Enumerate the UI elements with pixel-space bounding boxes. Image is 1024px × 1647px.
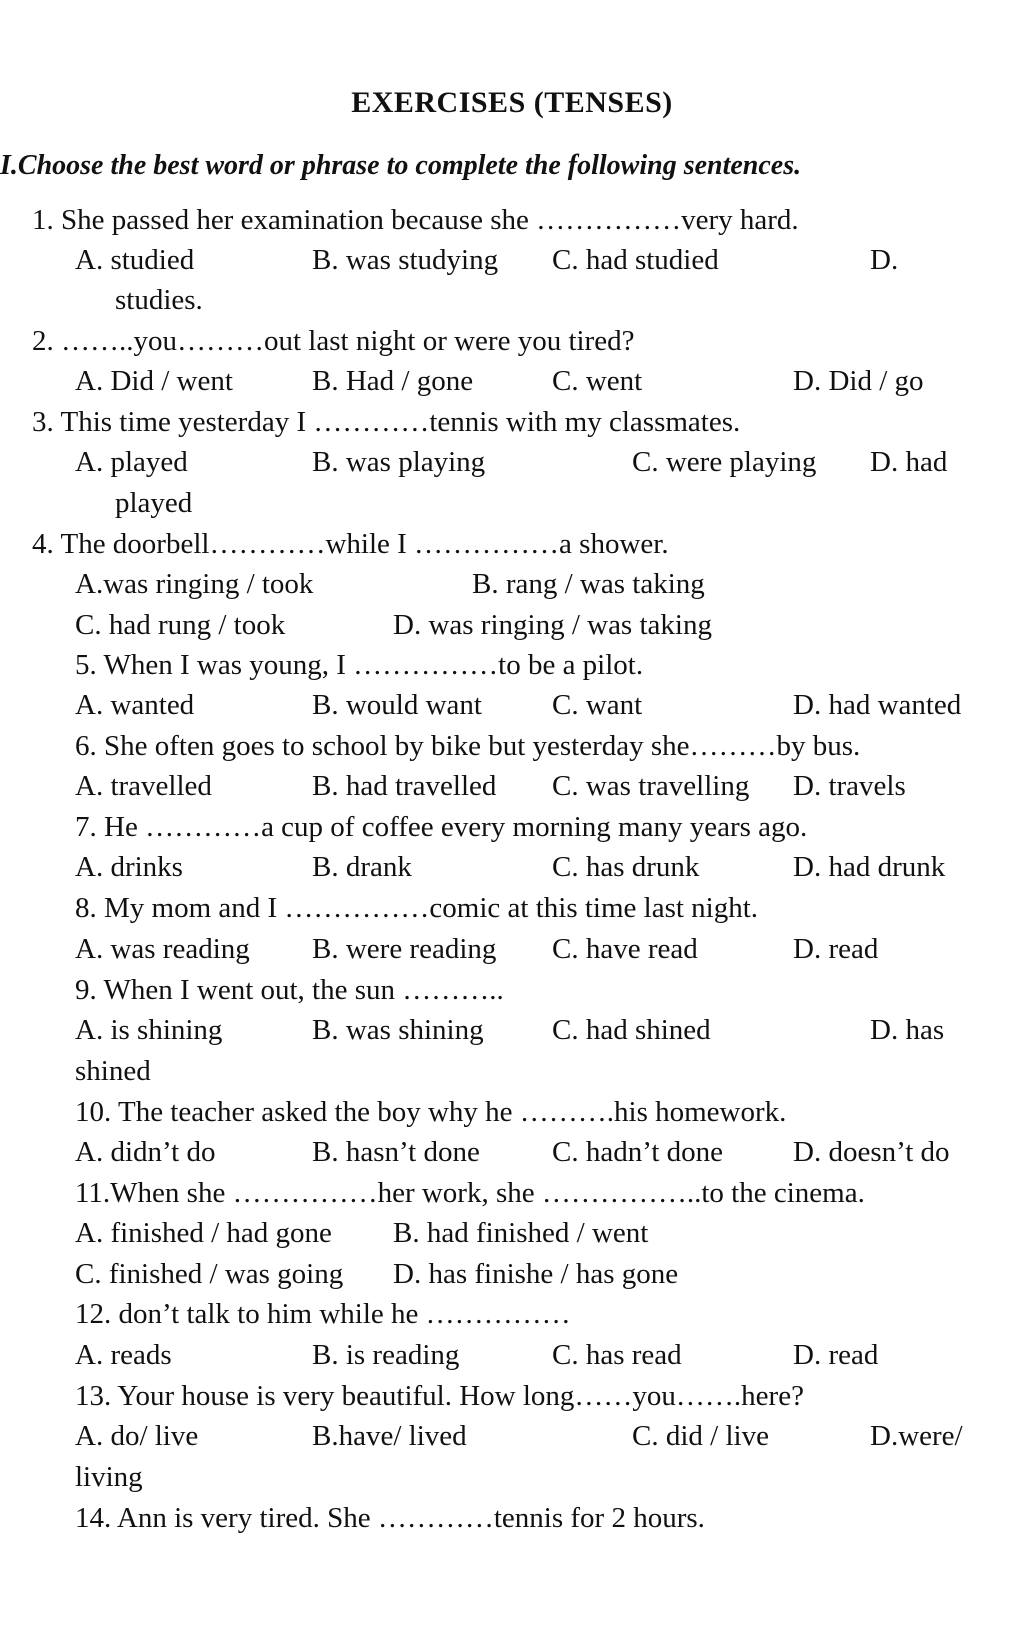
question-5-stem: 5. When I was young, I ……………to be a pilot. (75, 649, 644, 681)
q6-option-c: C. was travelling (552, 770, 750, 802)
q9-option-d: D. has (870, 1014, 945, 1046)
q5-option-a: A. wanted (75, 689, 195, 721)
q5-option-c: C. want (552, 689, 643, 721)
q4-option-a: A.was ringing / took (75, 568, 314, 600)
question-7-stem: 7. He …………a cup of coffee every morning many years ago. (75, 811, 808, 843)
q9-option-b: B. was shining (312, 1014, 484, 1046)
question-4-stem: 4. The doorbell…………while I ……………a shower. (32, 528, 669, 560)
q9-option-c: C. had shined (552, 1014, 711, 1046)
q13-option-a: A. do/ live (75, 1420, 199, 1452)
q4-option-d: D. was ringing / was taking (393, 609, 712, 641)
q12-option-b: B. is reading (312, 1339, 460, 1371)
q5-option-b: B. would want (312, 689, 482, 721)
q2-option-a: A. Did / went (75, 365, 233, 397)
q2-option-b: B. Had / gone (312, 365, 474, 397)
q6-option-a: A. travelled (75, 770, 212, 802)
question-12-stem: 12. don’t talk to him while he …………… (75, 1298, 571, 1330)
question-2-stem: 2. ……..you………out last night or were you tired? (32, 325, 635, 357)
q5-option-d: D. had wanted (793, 689, 962, 721)
q9-option-d-wrap: shined (75, 1055, 151, 1087)
q12-option-a: A. reads (75, 1339, 172, 1371)
q2-option-d: D. Did / go (793, 365, 924, 397)
q3-option-b: B. was playing (312, 446, 486, 478)
question-9-stem: 9. When I went out, the sun ……….. (75, 974, 504, 1006)
question-11-stem: 11.When she ……………her work, she ……………..to the cinema. (75, 1177, 865, 1209)
q9-option-a: A. is shining (75, 1014, 223, 1046)
q1-option-a: A. studied (75, 244, 195, 276)
q13-option-d-wrap: living (75, 1461, 143, 1493)
q10-option-b: B. hasn’t done (312, 1136, 480, 1168)
q13-option-d: D.were/ (870, 1420, 963, 1452)
q10-option-c: C. hadn’t done (552, 1136, 724, 1168)
q3-option-c: C. were playing (632, 446, 817, 478)
question-1-stem: 1. She passed her examination because she ……………very hard. (32, 204, 799, 236)
q8-option-b: B. were reading (312, 933, 497, 965)
question-3-stem: 3. This time yesterday I …………tennis with my classmates. (32, 406, 741, 438)
q12-option-d: D. read (793, 1339, 879, 1371)
q8-option-c: C. have read (552, 933, 698, 965)
q3-option-d-wrap: played (115, 487, 193, 519)
question-8-stem: 8. My mom and I ……………comic at this time last night. (75, 892, 759, 924)
q6-option-d: D. travels (793, 770, 906, 802)
q3-option-d: D. had (870, 446, 948, 478)
q1-option-d-wrap: studies. (115, 284, 203, 316)
q1-option-d: D. (870, 244, 899, 276)
q11-option-c: C. finished / was going (75, 1258, 344, 1290)
q11-option-d: D. has finishe / has gone (393, 1258, 679, 1290)
q7-option-b: B. drank (312, 851, 412, 883)
q13-option-b: B.have/ lived (312, 1420, 467, 1452)
q8-option-d: D. read (793, 933, 879, 965)
instruction: I.Choose the best word or phrase to complete the following sentences. (0, 150, 802, 181)
q4-option-b: B. rang / was taking (472, 568, 705, 600)
q3-option-a: A. played (75, 446, 188, 478)
q10-option-a: A. didn’t do (75, 1136, 216, 1168)
q2-option-c: C. went (552, 365, 643, 397)
q13-option-c: C. did / live (632, 1420, 769, 1452)
q11-option-a: A. finished / had gone (75, 1217, 332, 1249)
page-title: EXERCISES (TENSES) (351, 86, 673, 119)
q1-option-c: C. had studied (552, 244, 719, 276)
q8-option-a: A. was reading (75, 933, 250, 965)
q7-option-a: A. drinks (75, 851, 183, 883)
question-13-stem: 13. Your house is very beautiful. How long……you…….here? (75, 1380, 804, 1412)
q1-option-b: B. was studying (312, 244, 499, 276)
q7-option-d: D. had drunk (793, 851, 946, 883)
q11-option-b: B. had finished / went (393, 1217, 649, 1249)
q7-option-c: C. has drunk (552, 851, 700, 883)
q4-option-c: C. had rung / took (75, 609, 286, 641)
q12-option-c: C. has read (552, 1339, 682, 1371)
q6-option-b: B. had travelled (312, 770, 497, 802)
question-10-stem: 10. The teacher asked the boy why he ……….his homework. (75, 1096, 787, 1128)
question-14-stem: 14. Ann is very tired. She …………tennis for 2 hours. (75, 1502, 705, 1534)
q10-option-d: D. doesn’t do (793, 1136, 950, 1168)
question-6-stem: 6. She often goes to school by bike but yesterday she………by bus. (75, 730, 861, 762)
